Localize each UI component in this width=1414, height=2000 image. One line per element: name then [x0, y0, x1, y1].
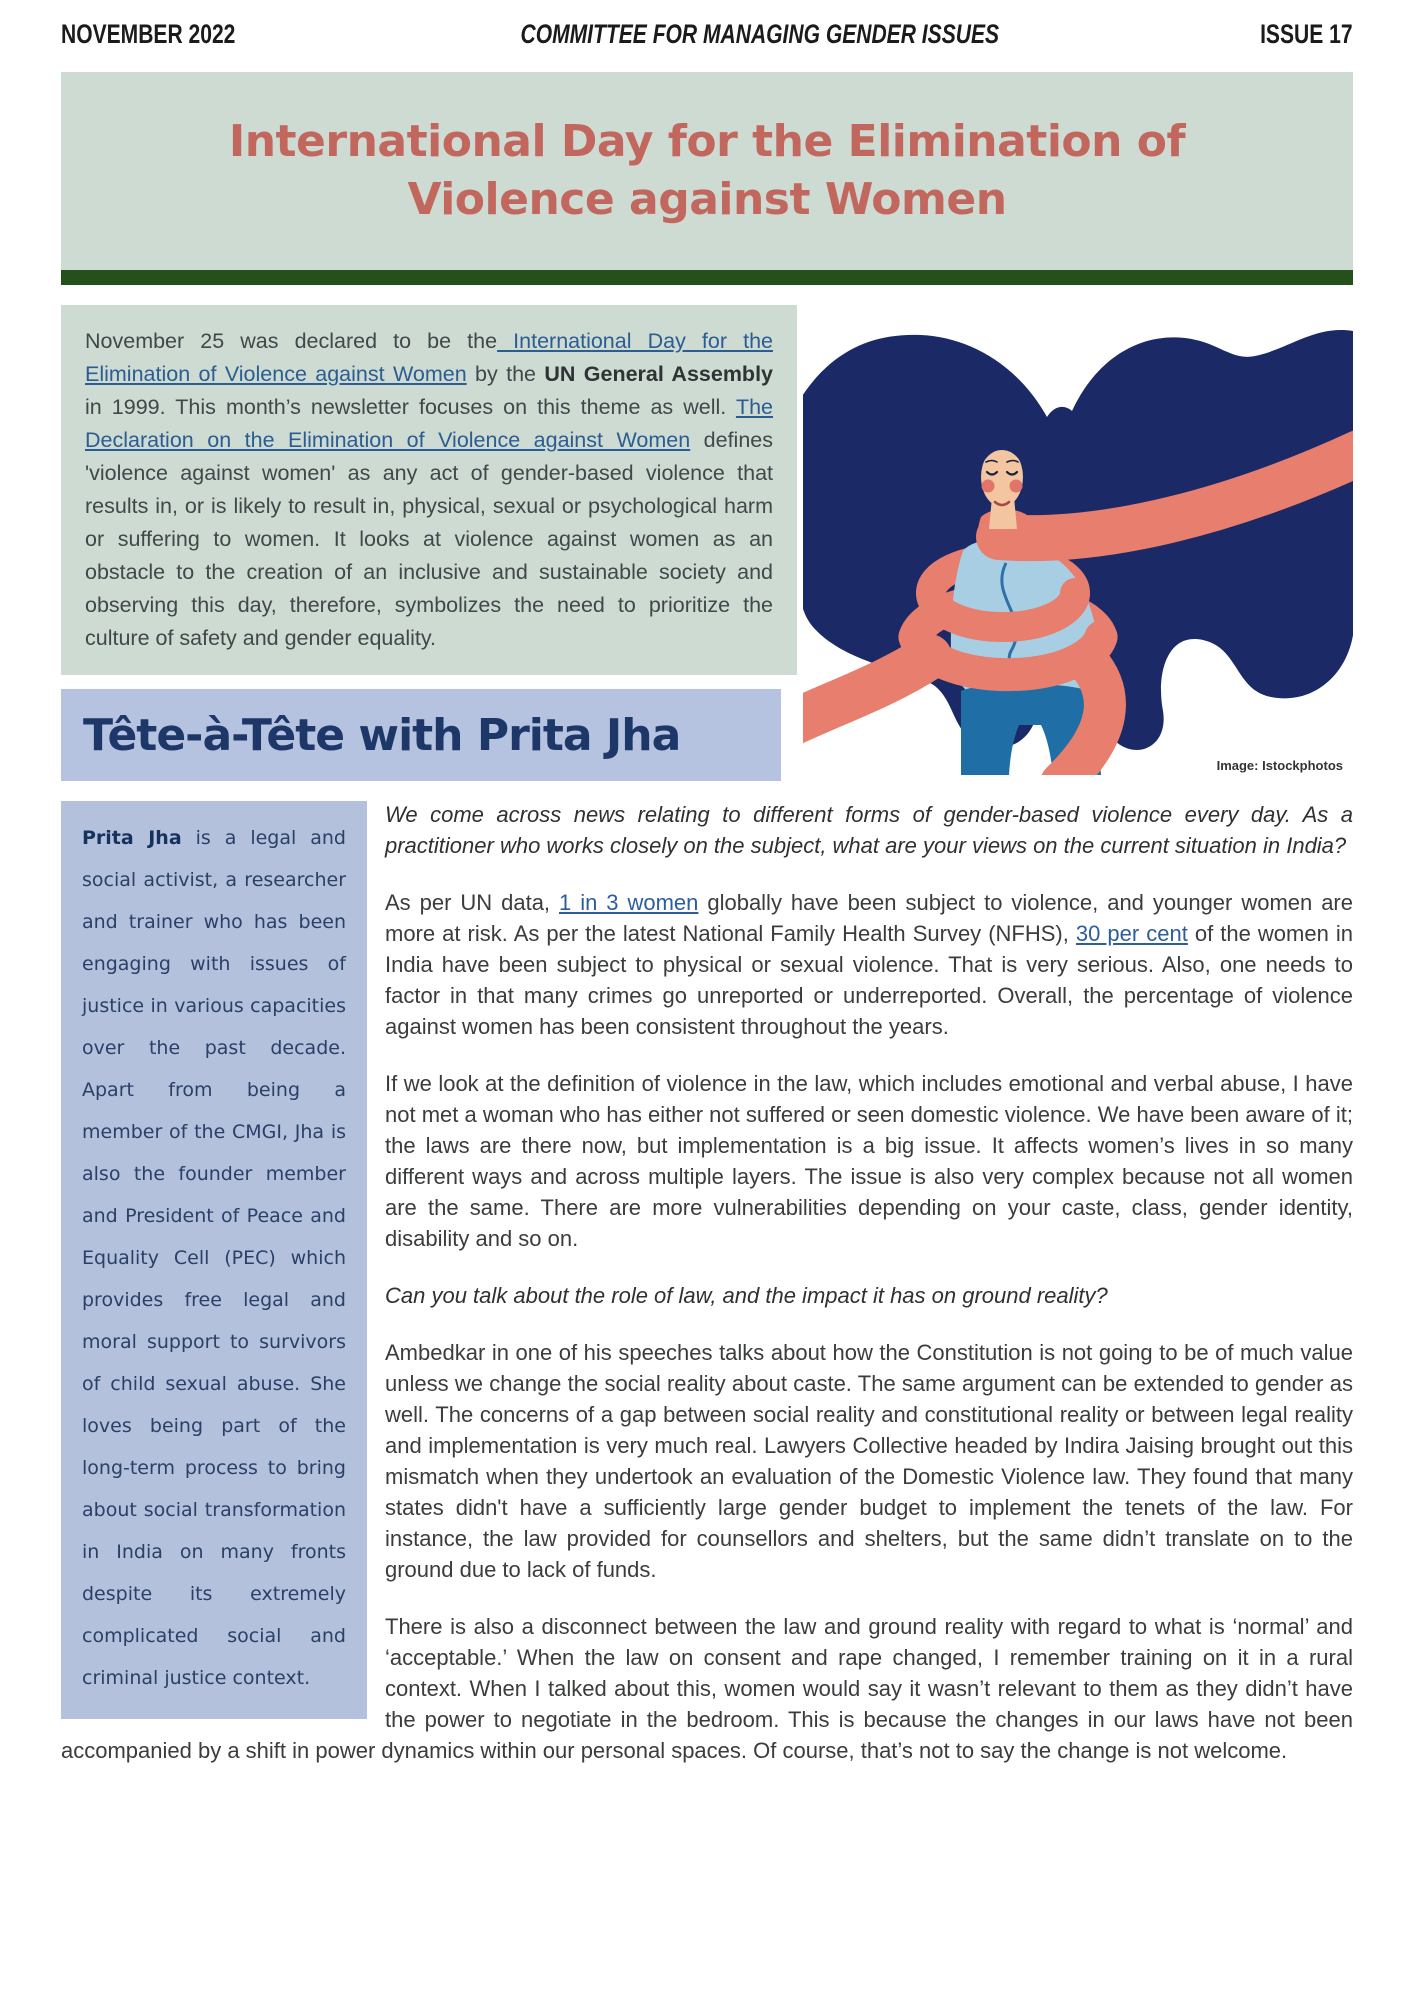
intro-text: by the	[466, 362, 545, 386]
intro-un-general-assembly: UN General Assembly	[544, 362, 773, 386]
masthead-issue-number: ISSUE 17	[1260, 18, 1353, 49]
link-international-day[interactable]: International Day for the Elimination of Violence against Women	[85, 329, 773, 386]
bio-sidebar	[61, 801, 367, 1719]
intro-box	[61, 305, 797, 675]
link-declaration[interactable]: The Declaration on the Elimination of Violence against Women	[85, 395, 773, 452]
intro-text: defines 'violence against women' as any act of gender-based violence that results in, or is likely to result in, physical, sexual or psychological harm or suffering to women. It looks at violence against women as an obstacle to the creation of an inclusive and sustainable society and observing this day, therefore, symbolizes the need to prioritize the culture of safety and gender equality.	[85, 428, 773, 650]
interview-answer-2: If we look at the definition of violence in the law, which includes emotional and verbal abuse, I have not met a woman who has either not suffered or seen domestic violence. We have been aware of it; the laws are there now, but implementation is a big issue. It affects women’s lives in so many different ways and across multiple layers. The issue is also very complex because not all women are the same. There are more vulnerabilities depending on your caste, class, gender identity, disability and so on.	[385, 1071, 1353, 1251]
link-1-in-3-women[interactable]: 1 in 3 women	[559, 890, 699, 915]
woman-ribbon-illustration	[803, 305, 1353, 775]
page-title-line2: Violence against Women	[407, 174, 1007, 225]
page-title-line1: International Day for the Elimination of	[228, 116, 1186, 167]
masthead-organization: COMMITTEE FOR MANAGING GENDER ISSUES	[520, 18, 999, 49]
interview-answer-4: There is also a disconnect between the law and ground reality with regard to what is ‘normal’ and ‘acceptable.’ When the law on consent and rape changed, I remember training on it in a rural context. When I talked about this, women would say it wasn’t relevant to them as they didn’t have the power to negotiate in the bedroom. This is because the changes in our laws have not been accompanied by a shift in power dynamics within our personal spaces. Of course, that’s not to say the change is not welcome.	[61, 1614, 1353, 1763]
interview-question-2: Can you talk about the role of law, and the impact it has on ground reality?	[385, 1283, 1108, 1308]
intro-row	[61, 305, 1353, 781]
interview-question-1: We come across news relating to different forms of gender-based violence every day. As a practitioner who works closely on the subject, what are your views on the current situation in India?	[385, 802, 1353, 858]
masthead	[61, 16, 1353, 52]
answer-text: of the women in India have been subject to physical or sexual violence. That is very serious. Also, one needs to factor in that many crimes go unreported or underreported. Overall, the percentage of violence against women has been consistent throughout the years.	[385, 921, 1353, 1039]
link-30-per-cent[interactable]: 30 per cent	[1075, 921, 1188, 946]
masthead-date: NOVEMBER 2022	[61, 18, 236, 49]
image-credit-caption: Image: Istockphotos	[1216, 758, 1343, 773]
intro-left-column	[61, 305, 797, 781]
title-banner	[61, 72, 1353, 270]
answer-text: As per UN data,	[385, 890, 559, 915]
intro-text: November 25 was declared to be the	[85, 329, 498, 353]
bio-person-name: Prita Jha	[82, 827, 182, 849]
intro-text: in 1999. This month’s newsletter focuses on this theme as well.	[85, 395, 736, 419]
interview-article	[61, 799, 1353, 1792]
interview-answer-3: Ambedkar in one of his speeches talks about how the Constitution is not going to be of much value unless we change the social reality about caste. The same argument can be extended to gender as well. The concerns of a gap between social reality and constitutional reality or between legal reality and implementation is very much real. Lawyers Collective headed by Indira Jaising brought out this mismatch when they undertook an evaluation of the Domestic Violence law. They found that many states didn't have a sufficiently large gender budget to implement the tenets of the law. For instance, the law provided for counsellors and shelters, but the same didn’t translate on to the ground due to lack of funds.	[385, 1340, 1353, 1582]
illustration-container	[803, 305, 1353, 781]
section-heading-tete-a-tete	[61, 689, 781, 781]
answer-text: globally have been subject to violence, and younger women are more at risk. As per the latest National Family Health Survey (NFHS),	[385, 890, 1353, 946]
section-heading-text: Tête-à-Tête with Prita Jha	[83, 709, 681, 761]
bio-text: is a legal and social activist, a researcher and trainer who has been engaging with issues of justice in various capacities over the past decade. Apart from being a member of the CMGI, Jha is also the founder member and President of Peace and Equality Cell (PEC) which provides free legal and moral support to survivors of child sexual abuse. She loves being part of the long-term process to bring about social transformation in India on many fronts despite its extremely complicated social and criminal justice context.	[82, 827, 346, 1689]
divider-bar	[61, 270, 1353, 285]
